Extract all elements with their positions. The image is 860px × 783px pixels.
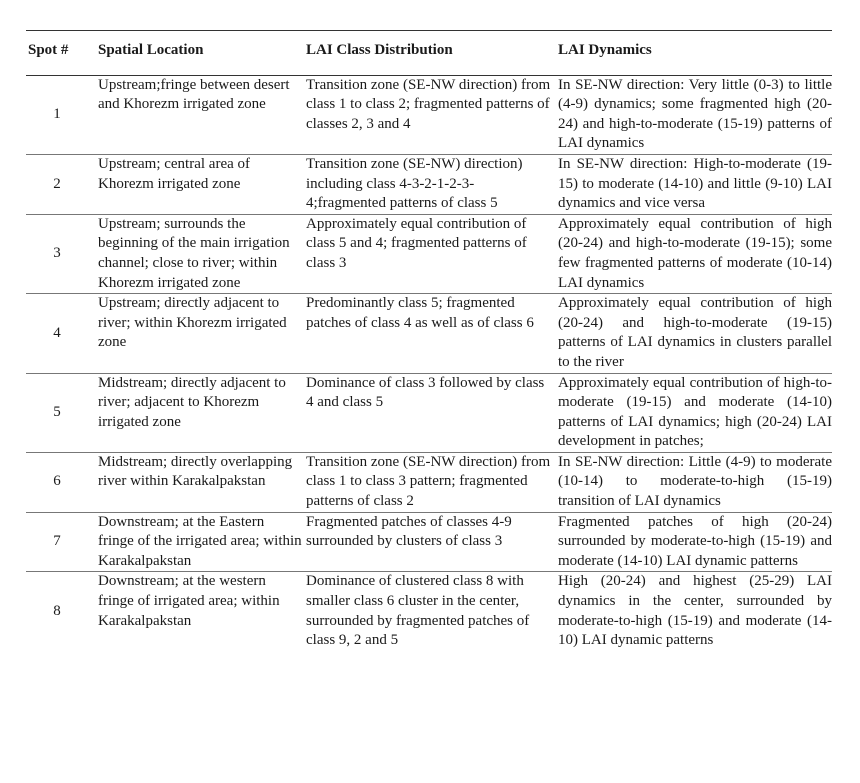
spatial-location-cell: Midstream; directly adjacent to river; adjacent to Khorezm irrigated zone: [98, 373, 306, 452]
spot-number: 2: [26, 154, 98, 214]
table-row: [26, 75, 832, 154]
spatial-location-cell: Upstream; directly adjacent to river; within Khorezm irrigated zone: [98, 294, 306, 373]
lai-spots-table: [26, 30, 832, 651]
table-row: [26, 294, 832, 373]
lai-dynamics-cell: Approximately equal contribution of high-to-moderate (19-15) and moderate (14-10) patterns of LAI dynamics; high (20-24) LAI development in patches;: [558, 373, 832, 452]
lai-dynamics-cell: Approximately equal contribution of high (20-24) and high-to-moderate (19-15); some few fragmented patterns of moderate (10-14) LAI dynamics: [558, 214, 832, 293]
header-lai-class-distribution: LAI Class Distribution: [306, 31, 558, 76]
header-spatial-location: Spatial Location: [98, 31, 306, 76]
table-row: [26, 154, 832, 214]
lai-table-container: [26, 30, 832, 651]
table-row: [26, 512, 832, 572]
lai-dynamics-cell: In SE-NW direction: High-to-moderate (19-15) to moderate (14-10) and little (9-10) LAI dynamics and vice versa: [558, 154, 832, 214]
lai-dynamics-cell: High (20-24) and highest (25-29) LAI dynamics in the center, surrounded by moderate-to-high (15-19) and moderate (14-10) LAI dynamic patterns: [558, 573, 832, 649]
table-header: [26, 31, 832, 76]
spot-number: 1: [26, 75, 98, 154]
spot-number: 6: [26, 452, 98, 512]
table-row: [26, 572, 832, 651]
lai-dynamics-cell: Fragmented patches of high (20-24) surrounded by moderate-to-high (15-19) and moderate (14-10) LAI dynamic patterns: [558, 512, 832, 572]
header-lai-dynamics: LAI Dynamics: [558, 31, 832, 76]
spatial-location-cell: Downstream; at the Eastern fringe of the irrigated area; within Karakalpakstan: [98, 512, 306, 572]
spatial-location-cell: Upstream;fringe between desert and Khorezm irrigated zone: [98, 75, 306, 154]
header-row: [26, 31, 832, 76]
table-row: [26, 373, 832, 452]
class-distribution-cell: Transition zone (SE-NW) direction) including class 4-3-2-1-2-3-4;fragmented patterns of class 5: [306, 154, 558, 214]
class-distribution-cell: Dominance of clustered class 8 with smaller class 6 cluster in the center, surrounded by fragmented patches of class 9, 2 and 5: [306, 573, 530, 649]
class-distribution-cell: Approximately equal contribution of class 5 and 4; fragmented patterns of class 3: [306, 214, 558, 293]
spatial-location-cell: Downstream; at the western fringe of irrigated area; within Karakalpakstan: [98, 573, 280, 629]
spatial-location-cell: Midstream; directly overlapping river within Karakalpakstan: [98, 452, 306, 512]
spot-number: 8: [53, 602, 61, 619]
spot-number: 5: [26, 373, 98, 452]
spatial-location-cell: Upstream; central area of Khorezm irrigated zone: [98, 154, 306, 214]
spatial-location-cell: Upstream; surrounds the beginning of the main irrigation channel; close to river; within Khorezm irrigated zone: [98, 214, 306, 293]
lai-dynamics-cell: Approximately equal contribution of high (20-24) and high-to-moderate (19-15) patterns of LAI dynamics in clusters parallel to the river: [558, 294, 832, 373]
class-distribution-cell: Fragmented patches of classes 4-9 surrounded by clusters of class 3: [306, 512, 558, 572]
lai-dynamics-cell: In SE-NW direction: Very little (0-3) to little (4-9) dynamics; some fragmented high (20-24) and high-to-moderate (15-19) patterns of LAI dynamics: [558, 75, 832, 154]
class-distribution-cell: Transition zone (SE-NW direction) from class 1 to class 3 pattern; fragmented patterns of class 2: [306, 452, 558, 512]
table-row: [26, 214, 832, 293]
table-body: [26, 75, 832, 651]
lai-dynamics-cell: In SE-NW direction: Little (4-9) to moderate (10-14) to moderate-to-high (15-19) transition of LAI dynamics: [558, 452, 832, 512]
class-distribution-cell: Transition zone (SE-NW direction) from class 1 to class 2; fragmented patterns of classes 2, 3 and 4: [306, 75, 558, 154]
class-distribution-cell: Dominance of class 3 followed by class 4 and class 5: [306, 373, 558, 452]
spot-number: 4: [26, 294, 98, 373]
class-distribution-cell: Predominantly class 5; fragmented patches of class 4 as well as of class 6: [306, 294, 558, 373]
spot-number: 3: [26, 214, 98, 293]
table-row: [26, 452, 832, 512]
header-spot: Spot #: [26, 31, 98, 76]
spot-number: 7: [26, 512, 98, 572]
